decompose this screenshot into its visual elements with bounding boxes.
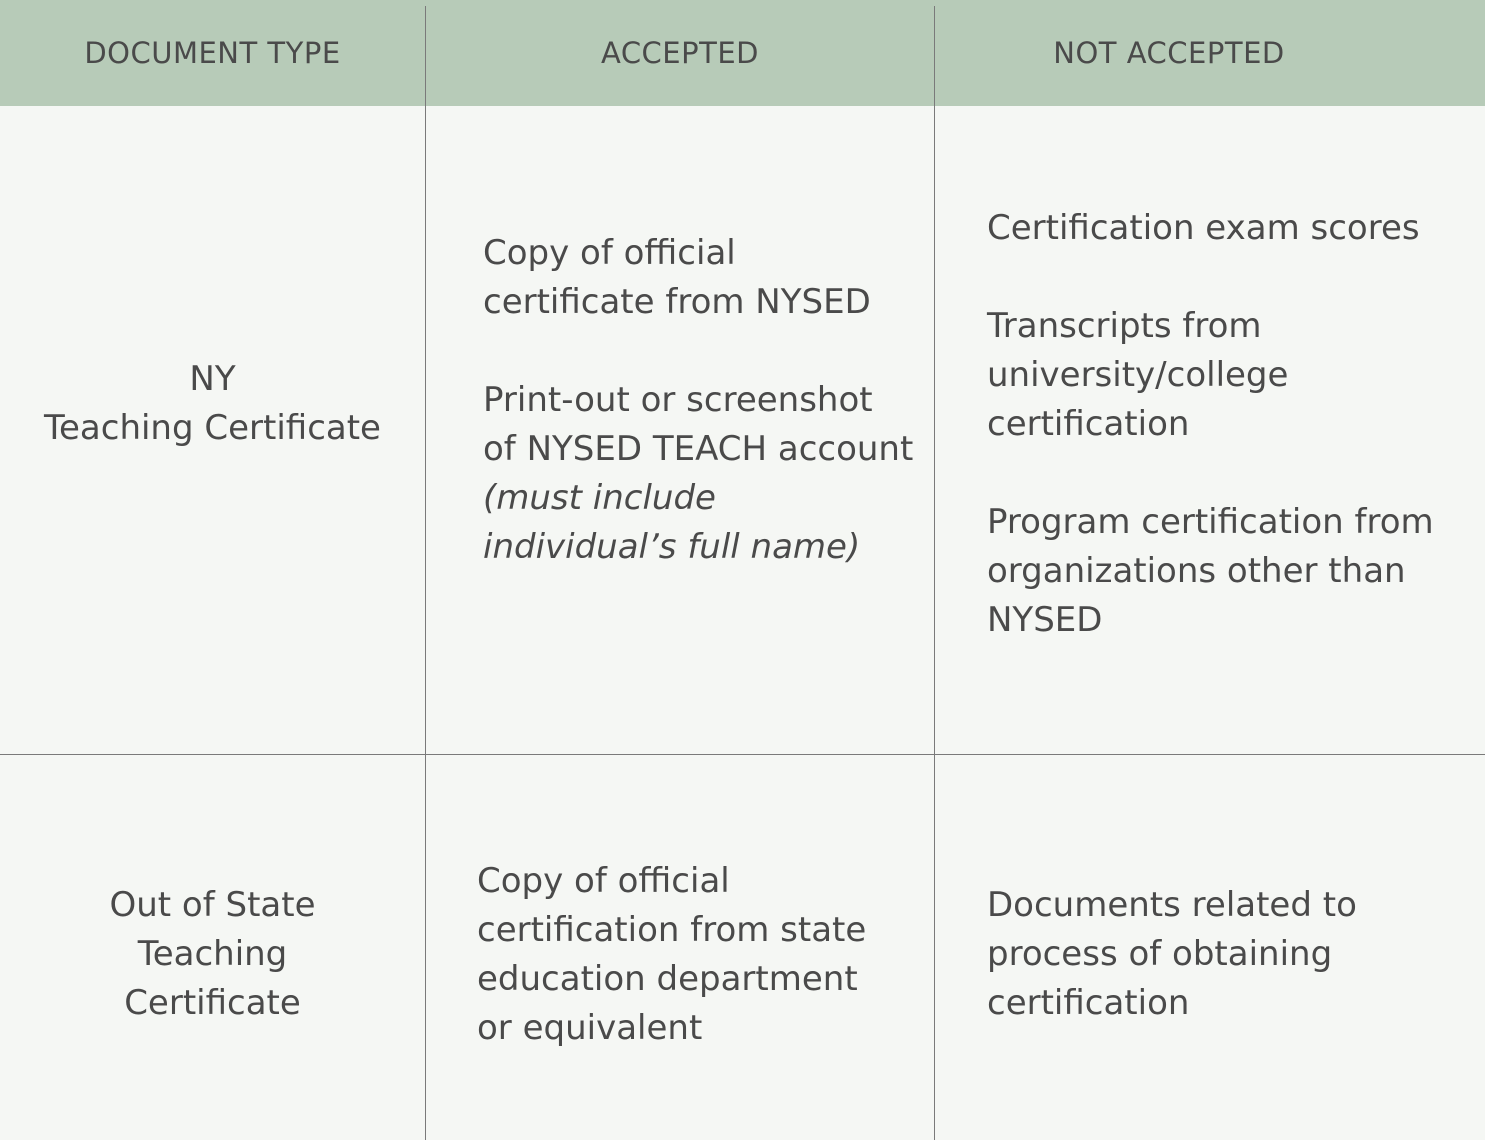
not-accepted-line: process of obtaining xyxy=(987,934,1333,974)
accepted-line: certificate from NYSED xyxy=(483,282,871,322)
column-divider-1 xyxy=(425,6,426,1140)
column-divider-2 xyxy=(934,6,935,1140)
not-accepted-line: certification xyxy=(987,404,1190,444)
header-accepted: ACCEPTED xyxy=(600,36,759,70)
not-accepted-line: Certification exam scores xyxy=(987,208,1420,248)
accepted-line: Copy of official xyxy=(483,233,736,273)
doc-type-line: Teaching xyxy=(137,934,288,974)
row1-not-accepted xyxy=(987,204,1477,645)
not-accepted-line: organizations other than xyxy=(987,551,1406,591)
accepted-line: Print-out or screenshot xyxy=(483,380,873,420)
accepted-note: (must include xyxy=(483,478,716,518)
accepted-line: or equivalent xyxy=(477,1008,703,1048)
accepted-line: of NYSED TEACH account xyxy=(483,429,914,469)
row-divider xyxy=(0,754,1485,755)
header-document-type: DOCUMENT TYPE xyxy=(84,36,341,70)
doc-type-line: Out of State xyxy=(109,885,316,925)
doc-type-line: Certificate xyxy=(124,983,301,1023)
not-accepted-line: certification xyxy=(987,983,1190,1023)
header-not-accepted: NOT ACCEPTED xyxy=(1053,36,1285,70)
accepted-line: certification from state xyxy=(477,910,867,950)
accepted-line: education department xyxy=(477,959,858,999)
not-accepted-line: Documents related to xyxy=(987,885,1357,925)
row1-document-type xyxy=(0,355,425,453)
accepted-note: individual’s full name) xyxy=(483,527,861,567)
accepted-line: Copy of official xyxy=(477,861,730,901)
row1-accepted xyxy=(483,229,923,572)
not-accepted-line: university/college xyxy=(987,355,1289,395)
not-accepted-line: NYSED xyxy=(987,600,1103,640)
not-accepted-line: Transcripts from xyxy=(987,306,1262,346)
row2-document-type xyxy=(0,881,425,1028)
row2-accepted xyxy=(477,857,922,1053)
doc-type-line: NY xyxy=(189,359,236,399)
doc-type-line: Teaching Certificate xyxy=(44,408,381,448)
not-accepted-line: Program certification from xyxy=(987,502,1434,542)
row2-not-accepted xyxy=(987,881,1477,1028)
